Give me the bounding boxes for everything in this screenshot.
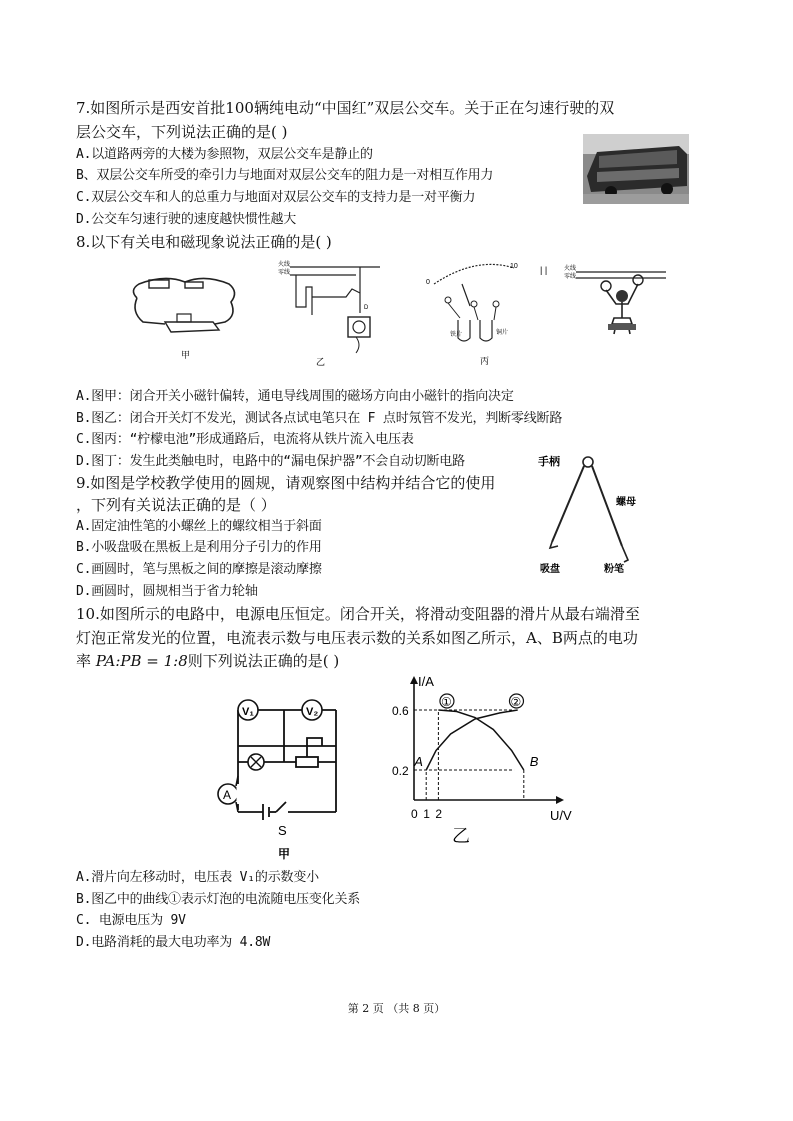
- ammeter: A: [223, 788, 232, 802]
- q10-option-b: B.图乙中的曲线①表示灯泡的电流随电压变化关系: [76, 892, 361, 907]
- circuit-caption: 甲: [278, 847, 291, 861]
- series-label-2: ②: [510, 695, 522, 709]
- y-tick-label: 0.6: [392, 704, 409, 718]
- iu-chart: [378, 672, 572, 850]
- page-footer: 第 2 页 （共 8 页）: [347, 1002, 446, 1015]
- svg-text:铁片: 铁片: [450, 332, 463, 338]
- compass-figure: [530, 450, 670, 580]
- svg-text:火线: 火线: [564, 266, 577, 272]
- q7-option-c: C.双层公交车和人的总重力与地面对双层公交车的支持力是一对平衡力: [76, 190, 476, 205]
- q8-option-a: A.图甲：闭合开关小磁针偏转，通电导线周围的磁场方向由小磁针的指向决定: [76, 389, 514, 404]
- q8-stem: 8.以下有关电和磁现象说法正确的是( ): [76, 233, 332, 251]
- figure-ding: [538, 262, 668, 342]
- svg-text:火线: 火线: [278, 262, 291, 268]
- q10-stem-line3: [76, 651, 339, 671]
- y-tick-label: 0.2: [392, 764, 409, 778]
- q9-option-d: D.画圆时，圆规相当于省力轮轴: [76, 584, 258, 599]
- q9-option-b: B.小吸盘吸在黑板上是利用分子引力的作用: [76, 540, 322, 555]
- figure-yi-label: 乙: [316, 357, 326, 367]
- chalk-label: 粉笔: [604, 564, 624, 575]
- q7-option-b: B、双层公交车所受的牵引力与地面对双层公交车的阻力是一对相互作用力: [76, 168, 494, 183]
- q10-option-d: D.电路消耗的最大电功率为 4.8W: [76, 935, 271, 950]
- x-axis-label: U/V: [550, 808, 572, 823]
- point-label-b: B: [529, 754, 539, 769]
- svg-text:铜片: 铜片: [496, 330, 509, 336]
- svg-text:0: 0: [426, 279, 430, 286]
- q8-option-b: B.图乙：闭合开关灯不发光，测试各点试电笔只在 F 点时氖管不发光，判断零线断路: [76, 411, 563, 426]
- power-ratio: PA:PB = 1:8: [95, 652, 188, 670]
- sucker-label: 吸盘: [540, 564, 560, 575]
- y-axis-label: I/A: [418, 674, 434, 689]
- q10-stem-line3-start: 率: [76, 652, 96, 670]
- q10-stem-line3-end: 则下列说法正确的是( ): [187, 652, 340, 670]
- voltmeter-v2: V₂: [306, 706, 319, 718]
- series-label-1: ①: [440, 695, 452, 709]
- figure-bing: [420, 258, 530, 368]
- figure-jia: [125, 260, 245, 360]
- figure-bing-label: 丙: [480, 356, 490, 366]
- bus-photo: [583, 134, 689, 204]
- q10-option-c: C. 电源电压为 9V: [76, 913, 186, 928]
- series-line-2: [438, 710, 523, 770]
- svg-text:零线: 零线: [564, 274, 577, 280]
- q7-stem-line2: 层公交车，下列说法正确的是( ): [76, 123, 288, 141]
- switch-label: S: [278, 823, 287, 838]
- q8-option-c: C.图丙：“柠檬电池”形成通路后，电流将从铁片流入电压表: [76, 432, 414, 447]
- q10-stem-line2: 灯泡正常发光的位置，电流表示数与电压表示数的关系如图乙所示，A、B两点的电功: [76, 629, 638, 647]
- q9-stem-line2: ，下列有关说法正确的是（ ）: [76, 496, 276, 514]
- series-line-1: [426, 710, 518, 770]
- figure-jia-label: 甲: [181, 350, 191, 360]
- svg-text:| |: | |: [540, 265, 548, 275]
- chart-caption: 乙: [452, 826, 470, 846]
- q9-stem-line1: 9.如图是学校教学使用的圆规，请观察图中结构并结合它的使用: [76, 474, 496, 492]
- svg-text:D: D: [364, 305, 369, 311]
- x-tick-label: 0: [411, 807, 418, 821]
- svg-text:零线: 零线: [278, 270, 291, 276]
- nut-label: 螺母: [616, 497, 636, 508]
- x-tick-label: 1: [423, 807, 430, 821]
- q9-option-c: C.画圆时，笔与黑板之间的摩擦是滚动摩擦: [76, 562, 322, 577]
- circuit-diagram: [208, 690, 358, 866]
- q8-option-d: D.图丁：发生此类触电时，电路中的“漏电保护器”不会自动切断电路: [76, 454, 465, 469]
- x-tick-label: 2: [435, 807, 443, 821]
- q7-option-a: A.以道路两旁的大楼为参照物，双层公交车是静止的: [76, 147, 373, 162]
- q7-stem-line1: 7.如图所示是西安首批100辆纯电动“中国红”双层公交车。关于正在匀速行驶的双: [76, 99, 615, 117]
- handle-label: 手柄: [538, 456, 560, 468]
- svg-text:10: 10: [510, 263, 518, 270]
- q10-stem-line1: 10.如图所示的电路中，电源电压恒定。闭合开关，将滑动变阻器的滑片从最右端滑至: [76, 605, 640, 623]
- figure-yi: [276, 257, 386, 367]
- voltmeter-v1: V₁: [242, 706, 254, 718]
- q10-option-a: A.滑片向左移动时，电压表 V₁的示数变小: [76, 870, 319, 885]
- q9-option-a: A.固定油性笔的小螺丝上的螺纹相当于斜面: [76, 519, 322, 534]
- q7-option-d: D.公交车匀速行驶的速度越快惯性越大: [76, 212, 297, 227]
- point-label-a: A: [414, 754, 423, 769]
